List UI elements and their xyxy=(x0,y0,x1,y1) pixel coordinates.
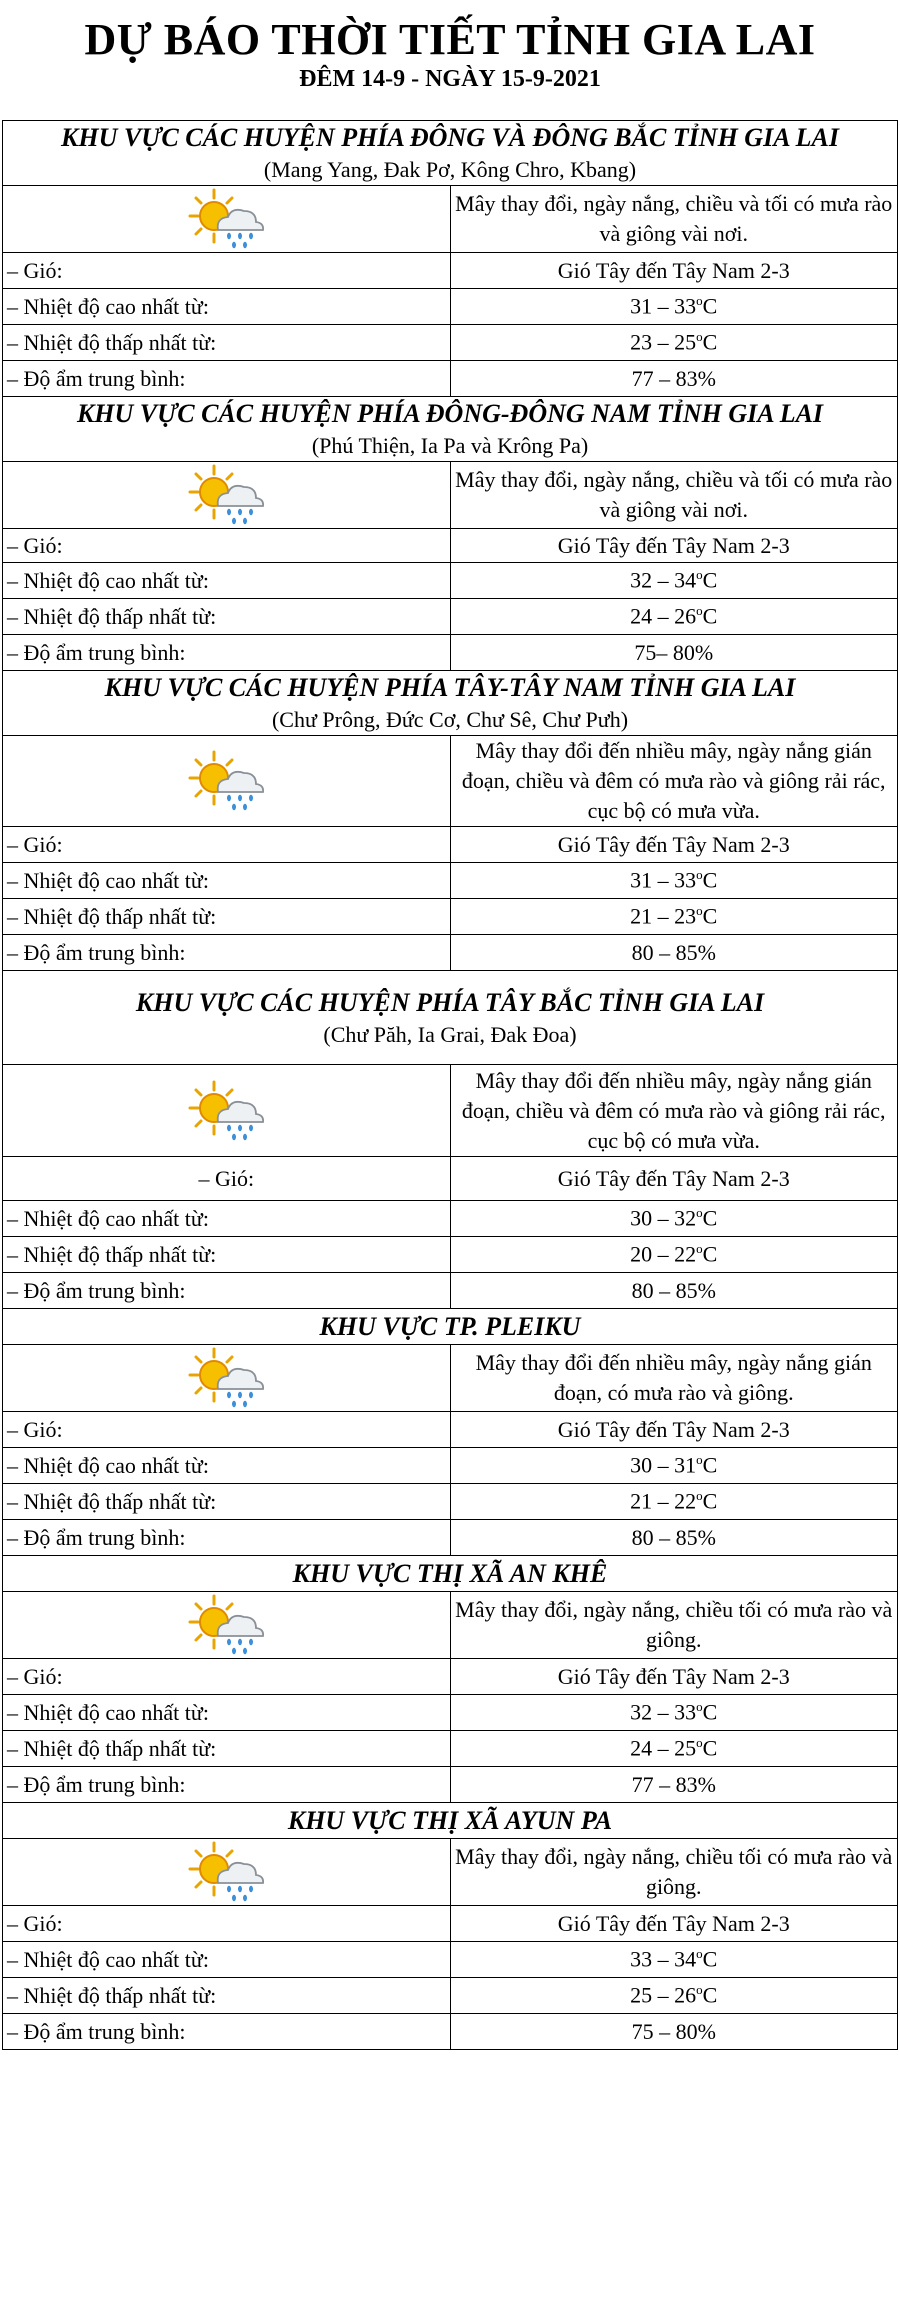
description-row xyxy=(3,1345,898,1412)
region-title: KHU VỰC THỊ XÃ AYUN PA xyxy=(287,1805,613,1835)
humidity-value xyxy=(450,361,898,397)
temp-min-value xyxy=(450,325,898,361)
weather-icon-cell xyxy=(3,1345,451,1412)
wind-row xyxy=(3,529,898,563)
celsius-unit: C xyxy=(702,903,718,929)
temp-min-label: – Nhiệt độ thấp nhất từ: xyxy=(3,899,451,935)
celsius-unit: C xyxy=(702,1205,718,1231)
wind-label: – Gió: xyxy=(3,1906,451,1942)
temp-min-value-text: 24 – 25 xyxy=(630,1735,697,1761)
temp-max-label: – Nhiệt độ cao nhất từ: xyxy=(3,1942,451,1978)
temp-min-label: – Nhiệt độ thấp nhất từ: xyxy=(3,1237,451,1273)
region-subtitle: (Chư Prông, Đức Cơ, Chư Sê, Chư Pưh) xyxy=(271,707,629,732)
region-header xyxy=(3,671,898,736)
humidity-row xyxy=(3,1767,898,1803)
celsius-unit: C xyxy=(702,1735,718,1761)
humidity-value-text: 75– 80% xyxy=(634,639,714,665)
humidity-row xyxy=(3,361,898,397)
sun-cloud-rain-icon xyxy=(184,766,268,791)
temp-max-label: – Nhiệt độ cao nhất từ: xyxy=(3,1448,451,1484)
weather-icon-cell xyxy=(3,1592,451,1659)
humidity-value xyxy=(450,1273,898,1309)
description-row xyxy=(3,1839,898,1906)
humidity-value-text: 80 – 85% xyxy=(631,939,716,965)
temp-min-value-text: 21 – 22 xyxy=(630,1488,697,1514)
region-subtitle: (Mang Yang, Đak Pơ, Kông Chro, Kbang) xyxy=(263,157,637,182)
temp-min-row xyxy=(3,325,898,361)
temp-max-row xyxy=(3,863,898,899)
humidity-row xyxy=(3,1273,898,1309)
wind-label: – Gió: xyxy=(3,1659,451,1695)
temp-max-value-text: 32 – 34 xyxy=(630,567,697,593)
temp-max-value-text: 31 – 33 xyxy=(630,867,697,893)
weather-icon-cell xyxy=(3,186,451,253)
wind-value-text: Gió Tây đến Tây Nam 2-3 xyxy=(557,831,790,857)
sun-cloud-rain-icon xyxy=(184,1096,268,1121)
temp-min-label: – Nhiệt độ thấp nhất từ: xyxy=(3,1731,451,1767)
temp-max-row xyxy=(3,289,898,325)
wind-row xyxy=(3,1412,898,1448)
temp-max-label: – Nhiệt độ cao nhất từ: xyxy=(3,1201,451,1237)
degree-mark: o xyxy=(696,329,703,345)
degree-mark: o xyxy=(696,1946,703,1962)
temp-min-value-text: 25 – 26 xyxy=(630,1982,697,2008)
humidity-value xyxy=(450,1767,898,1803)
humidity-row xyxy=(3,935,898,971)
degree-mark: o xyxy=(696,603,703,619)
humidity-label: – Độ ẩm trung bình: xyxy=(3,2014,451,2050)
region-title: KHU VỰC CÁC HUYỆN PHÍA ĐÔNG VÀ ĐÔNG BẮC TỈNH GIA LAI xyxy=(61,123,839,152)
temp-max-value xyxy=(450,1942,898,1978)
description-row xyxy=(3,462,898,529)
wind-row xyxy=(3,1906,898,1942)
humidity-label: – Độ ẩm trung bình: xyxy=(3,1273,451,1309)
celsius-unit: C xyxy=(702,567,718,593)
temp-min-row xyxy=(3,599,898,635)
degree-mark: o xyxy=(696,1699,703,1715)
humidity-value-text: 80 – 85% xyxy=(631,1524,716,1550)
humidity-label: – Độ ẩm trung bình: xyxy=(3,1520,451,1556)
page-title: DỰ BÁO THỜI TIẾT TỈNH GIA LAI xyxy=(84,15,816,64)
temp-max-row xyxy=(3,1448,898,1484)
wind-label: – Gió: xyxy=(3,1412,451,1448)
temp-min-value-text: 21 – 23 xyxy=(630,903,697,929)
region-header-row xyxy=(3,971,898,1065)
degree-mark: o xyxy=(696,1982,703,1998)
humidity-value-text: 77 – 83% xyxy=(631,1771,716,1797)
sun-cloud-rain-icon xyxy=(184,204,268,229)
sun-cloud-rain-icon xyxy=(184,1363,268,1388)
wind-value xyxy=(450,827,898,863)
humidity-label: – Độ ẩm trung bình: xyxy=(3,935,451,971)
temp-min-label: – Nhiệt độ thấp nhất từ: xyxy=(3,1978,451,2014)
temp-max-label: – Nhiệt độ cao nhất từ: xyxy=(3,863,451,899)
temp-min-value xyxy=(450,1237,898,1273)
temp-min-value-text: 23 – 25 xyxy=(630,329,697,355)
weather-icon-cell xyxy=(3,1839,451,1906)
humidity-row xyxy=(3,2014,898,2050)
celsius-unit: C xyxy=(702,1946,718,1972)
region-title: KHU VỰC CÁC HUYỆN PHÍA ĐÔNG-ĐÔNG NAM TỈNH GIA LAI xyxy=(76,399,824,428)
wind-label: – Gió: xyxy=(3,529,451,563)
wind-value-text: Gió Tây đến Tây Nam 2-3 xyxy=(557,1910,790,1936)
wind-value-text: Gió Tây đến Tây Nam 2-3 xyxy=(557,1416,790,1442)
weather-description: Mây thay đổi đến nhiều mây, ngày nắng gián đoạn, chiều và đêm có mưa rào và giông rải rác, cục bộ có mưa vừa. xyxy=(450,1065,898,1157)
temp-max-value-text: 30 – 31 xyxy=(630,1452,697,1478)
humidity-label: – Độ ẩm trung bình: xyxy=(3,1767,451,1803)
humidity-value xyxy=(450,935,898,971)
wind-row xyxy=(3,1659,898,1695)
wind-value-text: Gió Tây đến Tây Nam 2-3 xyxy=(557,1663,790,1689)
celsius-unit: C xyxy=(702,1699,718,1725)
humidity-label: – Độ ẩm trung bình: xyxy=(3,635,451,671)
temp-min-value xyxy=(450,1484,898,1520)
temp-min-row xyxy=(3,1978,898,2014)
weather-description: Mây thay đổi đến nhiều mây, ngày nắng gián đoạn, chiều và đêm có mưa rào và giông rải rác, cục bộ có mưa vừa. xyxy=(450,736,898,827)
wind-value xyxy=(450,1412,898,1448)
wind-value-text: Gió Tây đến Tây Nam 2-3 xyxy=(557,257,790,283)
humidity-value xyxy=(450,2014,898,2050)
sun-cloud-rain-icon xyxy=(184,480,268,505)
degree-mark: o xyxy=(696,1735,703,1751)
temp-max-value xyxy=(450,289,898,325)
humidity-label: – Độ ẩm trung bình: xyxy=(3,361,451,397)
wind-label: – Gió: xyxy=(3,1157,451,1201)
celsius-unit: C xyxy=(702,867,718,893)
region-header xyxy=(3,1556,898,1592)
region-header xyxy=(3,397,898,462)
wind-value-text: Gió Tây đến Tây Nam 2-3 xyxy=(557,532,790,558)
temp-max-value xyxy=(450,863,898,899)
degree-mark: o xyxy=(696,1488,703,1504)
region-header-row xyxy=(3,397,898,462)
temp-max-value-text: 31 – 33 xyxy=(630,293,697,319)
celsius-unit: C xyxy=(702,1241,718,1267)
region-title: KHU VỰC THỊ XÃ AN KHÊ xyxy=(292,1558,608,1588)
celsius-unit: C xyxy=(702,293,718,319)
celsius-unit: C xyxy=(702,603,718,629)
wind-row xyxy=(3,1157,898,1201)
region-header xyxy=(3,1803,898,1839)
celsius-unit: C xyxy=(702,1488,718,1514)
region-header-row xyxy=(3,1556,898,1592)
temp-min-row xyxy=(3,1237,898,1273)
region-header-row xyxy=(3,671,898,736)
region-header xyxy=(3,971,898,1065)
wind-row xyxy=(3,253,898,289)
wind-value xyxy=(450,1906,898,1942)
temp-min-value-text: 20 – 22 xyxy=(630,1241,697,1267)
description-row xyxy=(3,1592,898,1659)
weather-description: Mây thay đổi đến nhiều mây, ngày nắng gián đoạn, có mưa rào và giông. xyxy=(450,1345,898,1412)
description-row xyxy=(3,1065,898,1157)
sun-cloud-rain-icon xyxy=(184,1610,268,1635)
weather-icon-cell xyxy=(3,1065,451,1157)
region-title: KHU VỰC CÁC HUYỆN PHÍA TÂY-TÂY NAM TỈNH GIA LAI xyxy=(104,673,796,702)
humidity-value xyxy=(450,1520,898,1556)
region-subtitle: (Chư Păh, Ia Grai, Đak Đoa) xyxy=(323,1021,577,1047)
celsius-unit: C xyxy=(702,1982,718,2008)
degree-mark: o xyxy=(696,293,703,309)
wind-value-text: Gió Tây đến Tây Nam 2-3 xyxy=(557,1165,790,1191)
region-subtitle: (Phú Thiện, Ia Pa và Krông Pa) xyxy=(311,433,589,458)
temp-max-value xyxy=(450,1201,898,1237)
region-title: KHU VỰC TP. PLEIKU xyxy=(319,1311,581,1341)
degree-mark: o xyxy=(696,867,703,883)
weather-description: Mây thay đổi, ngày nắng, chiều và tối có mưa rào và giông vài nơi. xyxy=(450,186,898,253)
humidity-value-text: 80 – 85% xyxy=(631,1277,716,1303)
temp-min-value xyxy=(450,899,898,935)
degree-mark: o xyxy=(696,903,703,919)
region-header-row xyxy=(3,1309,898,1345)
degree-mark: o xyxy=(696,1205,703,1221)
wind-value xyxy=(450,1157,898,1201)
temp-max-value xyxy=(450,563,898,599)
region-title: KHU VỰC CÁC HUYỆN PHÍA TÂY BẮC TỈNH GIA LAI xyxy=(135,987,765,1017)
weather-description: Mây thay đổi, ngày nắng, chiều và tối có mưa rào và giông vài nơi. xyxy=(450,462,898,529)
temp-max-row xyxy=(3,563,898,599)
temp-max-value xyxy=(450,1448,898,1484)
wind-label: – Gió: xyxy=(3,827,451,863)
temp-min-row xyxy=(3,899,898,935)
region-header-row xyxy=(3,1803,898,1839)
temp-min-value xyxy=(450,1978,898,2014)
temp-max-value-text: 30 – 32 xyxy=(630,1205,697,1231)
weather-icon-cell xyxy=(3,462,451,529)
temp-min-row xyxy=(3,1484,898,1520)
wind-value xyxy=(450,1659,898,1695)
temp-max-row xyxy=(3,1201,898,1237)
page-subtitle: ĐÊM 14-9 - NGÀY 15-9-2021 xyxy=(299,66,601,92)
temp-max-row xyxy=(3,1942,898,1978)
temp-min-label: – Nhiệt độ thấp nhất từ: xyxy=(3,325,451,361)
region-header xyxy=(3,1309,898,1345)
sun-cloud-rain-icon xyxy=(184,1857,268,1882)
temp-max-label: – Nhiệt độ cao nhất từ: xyxy=(3,289,451,325)
temp-min-value xyxy=(450,1731,898,1767)
region-header-row xyxy=(3,121,898,186)
temp-max-label: – Nhiệt độ cao nhất từ: xyxy=(3,1695,451,1731)
temp-min-label: – Nhiệt độ thấp nhất từ: xyxy=(3,1484,451,1520)
temp-min-value xyxy=(450,599,898,635)
degree-mark: o xyxy=(696,1241,703,1257)
temp-min-label: – Nhiệt độ thấp nhất từ: xyxy=(3,599,451,635)
weather-description: Mây thay đổi, ngày nắng, chiều tối có mưa rào và giông. xyxy=(450,1839,898,1906)
celsius-unit: C xyxy=(702,1452,718,1478)
degree-mark: o xyxy=(696,1452,703,1468)
wind-value xyxy=(450,529,898,563)
description-row xyxy=(3,736,898,827)
temp-max-value-text: 32 – 33 xyxy=(630,1699,697,1725)
temp-min-row xyxy=(3,1731,898,1767)
wind-row xyxy=(3,827,898,863)
humidity-value xyxy=(450,635,898,671)
weather-icon-cell xyxy=(3,736,451,827)
temp-max-value-text: 33 – 34 xyxy=(630,1946,697,1972)
humidity-row xyxy=(3,635,898,671)
degree-mark: o xyxy=(696,567,703,583)
humidity-value-text: 77 – 83% xyxy=(631,365,716,391)
temp-max-row xyxy=(3,1695,898,1731)
humidity-value-text: 75 – 80% xyxy=(631,2018,716,2044)
temp-max-label: – Nhiệt độ cao nhất từ: xyxy=(3,563,451,599)
temp-min-value-text: 24 – 26 xyxy=(630,603,697,629)
humidity-row xyxy=(3,1520,898,1556)
celsius-unit: C xyxy=(702,329,718,355)
weather-description: Mây thay đổi, ngày nắng, chiều tối có mưa rào và giông. xyxy=(450,1592,898,1659)
wind-label: – Gió: xyxy=(3,253,451,289)
wind-value xyxy=(450,253,898,289)
region-header xyxy=(3,121,898,186)
forecast-table xyxy=(2,120,898,2050)
temp-max-value xyxy=(450,1695,898,1731)
description-row xyxy=(3,186,898,253)
